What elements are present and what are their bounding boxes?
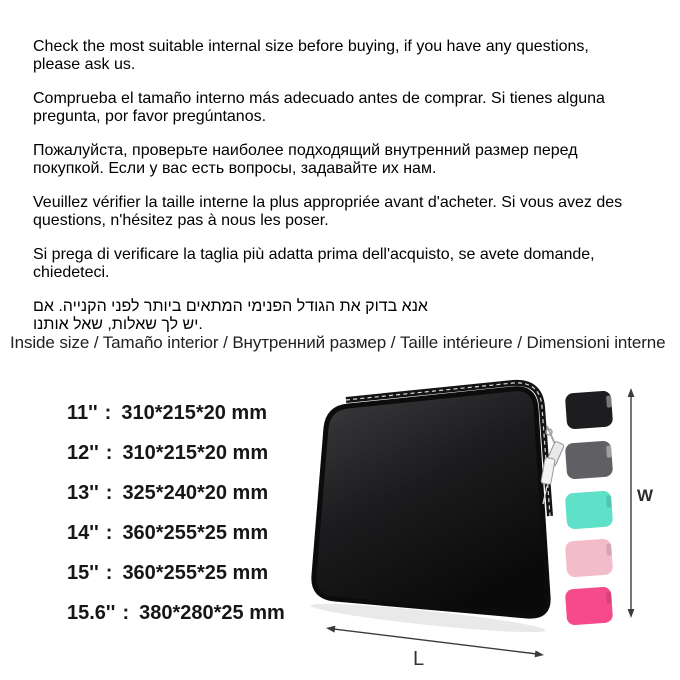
size-row	[67, 482, 285, 505]
size-colon: :	[105, 482, 113, 504]
size-inch-label: 11''	[67, 402, 98, 424]
color-swatch-gray	[565, 440, 613, 479]
inside-size-heading: Inside size / Tamaño interior / Внутренний размер / Taille intérieure / Dimensioni interne	[10, 333, 666, 352]
notice-paragraphs	[33, 31, 673, 350]
size-value: 325*240*20 mm	[122, 482, 269, 504]
text-line: Si prega di verificare la taglia più adatta prima dell'acquisto, se avete domande,	[33, 245, 595, 263]
text-line: questions, n'hésitez pas à nous les poser.	[33, 211, 329, 229]
text-line: אנא בדוק את הגודל הפנימי המתאים ביותר לפני הקנייה. אם	[33, 297, 428, 315]
text-line: Veuillez vérifier la taille interne la plus appropriée avant d'acheter. Si vous avez des	[33, 193, 623, 211]
color-swatch-mint	[565, 490, 613, 529]
text-line: Check the most suitable internal size before buying, if you have any questions,	[33, 37, 589, 55]
size-row	[67, 402, 285, 425]
text-line: Comprueba el tamaño interno más adecuado antes de comprar. Si tienes alguna	[33, 89, 605, 107]
size-row	[67, 442, 285, 465]
width-arrow	[628, 388, 635, 618]
text-line: יש לך שאלות, שאל אותנו.	[33, 315, 203, 333]
size-inch-label: 15''	[67, 562, 99, 584]
size-inch-label: 12''	[67, 442, 99, 464]
text-line: Пожалуйста, проверьте наиболее подходящий внутренний размер перед	[33, 141, 578, 159]
width-label: W	[637, 486, 654, 505]
size-colon: :	[105, 562, 113, 584]
size-value: 310*215*20 mm	[122, 442, 269, 464]
size-value: 310*215*20 mm	[121, 402, 268, 424]
color-swatch-light-pink	[565, 538, 613, 577]
size-inch-label: 15.6''	[67, 602, 116, 624]
product-diagram	[300, 370, 680, 680]
size-inch-label: 14''	[67, 522, 99, 544]
text-line: please ask us.	[33, 55, 136, 73]
size-value: 360*255*25 mm	[122, 522, 269, 544]
size-value: 380*280*25 mm	[139, 602, 285, 624]
text-line: pregunta, por favor pregúntanos.	[33, 107, 267, 125]
size-row	[67, 602, 285, 625]
text-line: покупкой. Если у вас есть вопросы, задавайте их нам.	[33, 159, 437, 177]
size-colon: :	[105, 522, 113, 544]
size-colon: :	[105, 442, 113, 464]
text-line: chiedeteci.	[33, 263, 110, 281]
size-value: 360*255*25 mm	[122, 562, 269, 584]
size-row	[67, 562, 285, 585]
size-list	[67, 402, 285, 642]
length-label: L	[413, 648, 425, 670]
size-colon: :	[104, 402, 112, 424]
laptop-sleeve-photo	[314, 389, 548, 617]
color-swatch-hot-pink	[565, 586, 613, 625]
size-row	[67, 522, 285, 545]
size-inch-label: 13''	[67, 482, 99, 504]
size-colon: :	[122, 602, 130, 624]
color-swatch-black	[565, 390, 613, 429]
